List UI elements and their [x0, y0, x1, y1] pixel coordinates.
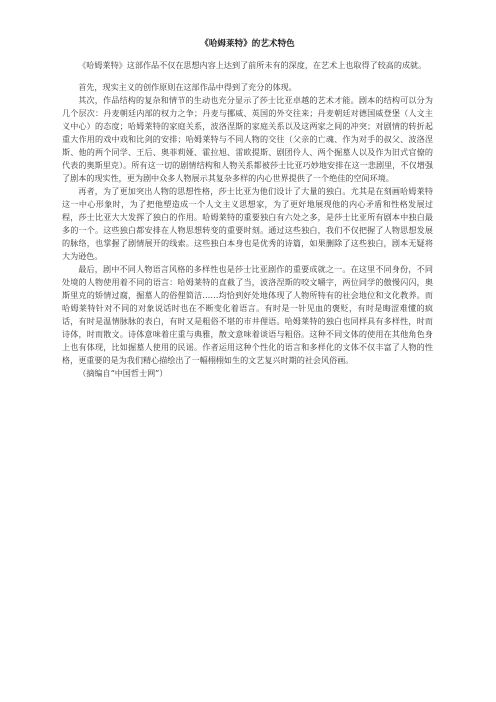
paragraph-monologue: 再者，为了更加突出人物的思想性格，莎士比亚为他们设计了大量的独白。尤其是在刻画哈姆莱特这一中心形象时，为了把他塑造成一个人文主义思想家，为了更好地展现他的内心矛盾和性格发展过程，莎士比亚大大发挥了独白的作用。哈姆莱特的重要独白有六处之多，是莎士比亚所有剧本中独白最多的一个。这些独白都安排在人物思想转变的重要时刻。通过这些独白，我们不仅把握了人物思想发展的脉络，也掌握了剧情展开的线索。这些独白本身也是优秀的诗篇，如果删除了这些独白，剧本无疑将大为逊色。: [62, 186, 433, 261]
paragraph-first-point: 首先，现实主义的创作原则在这部作品中得到了充分的体现。: [78, 82, 297, 92]
document-title: 《哈姆莱特》的艺术特色: [200, 39, 295, 49]
document-page: [62, 38, 433, 380]
paragraph-language: 最后，剧中不同人物语言风格的多样性也是莎士比亚剧作的重要成就之一。在这里不同身份，不同处境的人物使用着不同的语言：哈姆莱特的直截了当，波洛涅斯的咬文嚼字，两位同学的傲慢闪闪，奥斯里克的矫情过腐，掘墓人的俗俚简洁……均恰到好处地体现了人物所特有的社会地位和文化教养。而哈姆莱特针对不同的对象说话时也在不断变化着语言。有时是一针见血的褒贬，有时是晦涩难懂的疯话，有时是温情脉脉的表白，有时又是粗俗不堪的市井俚语。哈姆莱特的独白也同样具有多样性，时而诗体，时而散文。诗体意味着庄重与典雅，散文意味着谈语与粗俗。这种不同文体的使用在其他角色身上也有体现，比如掘墓人使用的民谣。作者运用这种个性化的语言和多样化的文体不仅丰富了人物的性格，更重要的是为我们精心描绘出了一幅栩栩如生的文艺复兴时期的社会风俗画。: [62, 264, 433, 365]
paragraph-structure: 其次，作品结构的复杂和情节的生动也充分显示了莎士比亚卓越的艺术才能。剧本的结构可以分为几个层次：丹麦朝廷内部的权力之争；丹麦与挪威、英国的外交往来；丹麦朝廷对德国威登堡（人文主义中心）的态度；哈姆莱特的家庭关系，波洛涅斯的家庭关系以及这两家之间的冲突；对剧情的转折起重大作用的戏中戏和比剑的安排；哈姆莱特与不同人物的交往（父亲的亡魂、作为对手的叔父、波洛涅斯、他的两个同学、王后、奥菲莉娅、霍拉旭、雷欧提斯、剧团伶人、两个掘墓人以及作为旧式官僚的代表的奥斯里克）。所有这一切的剧情结构和人物关系都被莎士比亚巧妙地安排在这一悲剧里，不仅增强了剧本的现实性，更为剧中众多人物展示其复杂多样的内心世界提供了一个绝佳的空间环境。: [62, 95, 433, 183]
source-note: （摘编自“中国哲士网”）: [78, 368, 168, 378]
paragraph-intro: 《哈姆莱特》这部作品不仅在思想内容上达到了前所未有的深度，在艺术上也取得了较高的成就。: [78, 60, 427, 70]
paragraph-gap: [62, 72, 433, 81]
